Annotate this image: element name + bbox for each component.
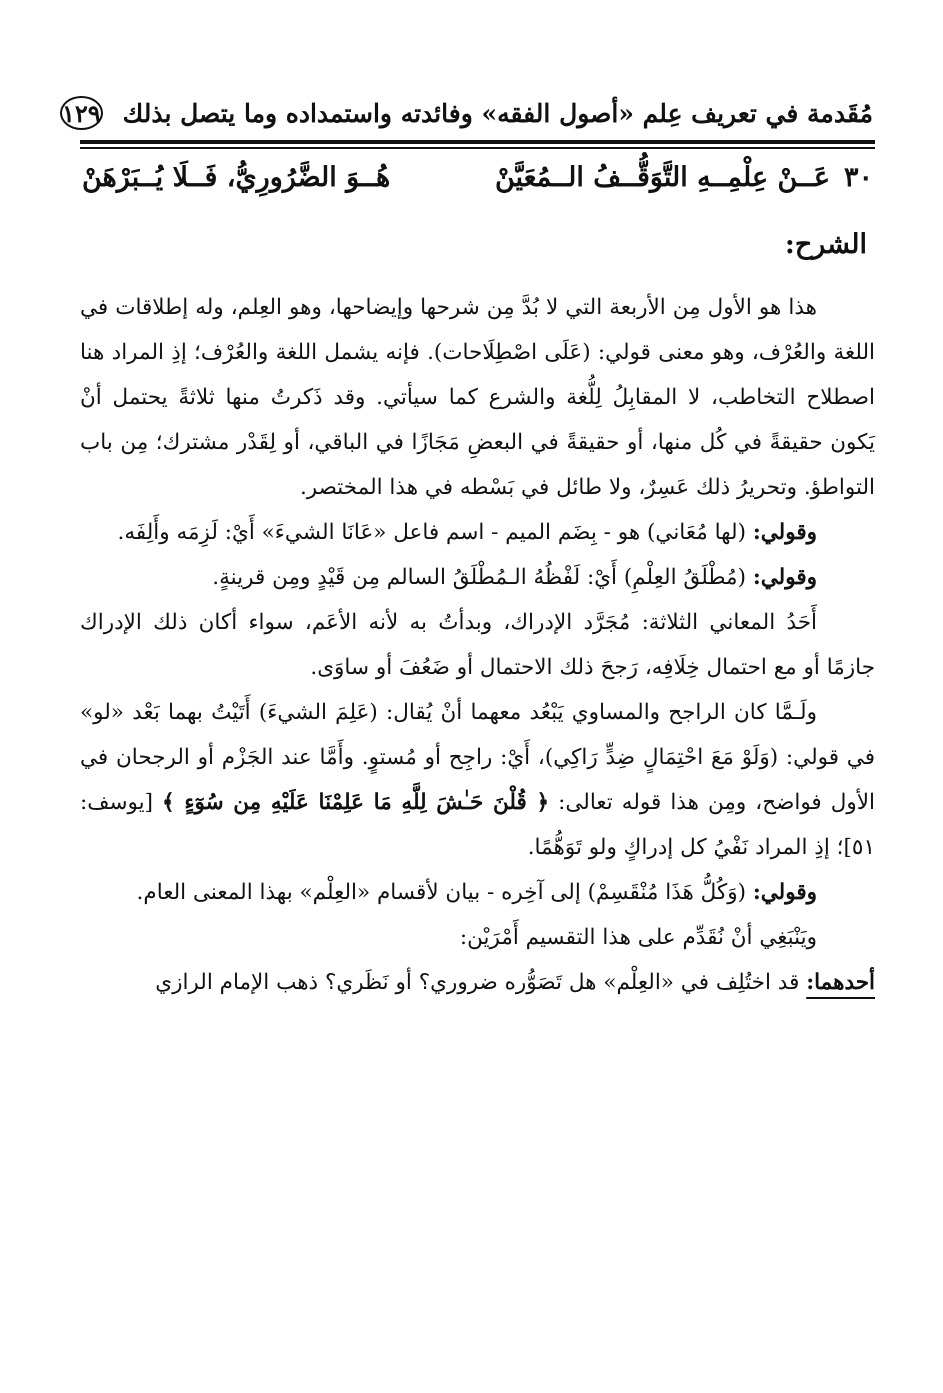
paragraph-text: أَحَدُ المعاني الثلاثة: مُجَرَّد الإدراك، وبدأتُ به لأنه الأعَم، سواء أكان ذلك الإدراك جازمًا أو مع احتمال خِلَافِه، رَجحَ ذلك الاحتمال أو ضَعُفَ أو ساوَى. bbox=[80, 609, 875, 680]
paragraph bbox=[80, 870, 875, 915]
paragraph bbox=[80, 285, 875, 510]
quran-quote: ﴿ قُلْنَ حَـٰشَ لِلَّهِ مَا عَلِمْنَا عَلَيْهِ مِن سُوٓءٍ ﴾ bbox=[162, 789, 550, 815]
paragraph-text: (وَكُلُّ هَذَا مُنْقَسِمْ) إلى آخِره - بيان لأقسام «العِلْم» بهذا المعنى العام. bbox=[136, 879, 753, 905]
paragraph bbox=[80, 960, 875, 1005]
paragraph-lead: وقولي: bbox=[752, 564, 817, 590]
paragraph-lead: وقولي: bbox=[752, 519, 817, 545]
paragraph-text: ولَـمَّا كان الراجح والمساوي يَبْعُد معهما أنْ يُقال: (عَلِمَ الشيءَ) أَتَيْتُ بهما بَعْد «لو» في قولي: (وَلَوْ مَعَ احْتِمَالٍ ضِدٍّ رَاكِي)، أَيْ: راجِح أو مُستوٍ. وأَمَّا عند الجَزْم أو الرجحان في الأول فواضح، ومِن هذا قوله تعالى: bbox=[80, 699, 876, 815]
running-header bbox=[61, 88, 875, 138]
paragraph bbox=[80, 510, 875, 555]
paragraph bbox=[80, 600, 875, 690]
header-rule-thick bbox=[80, 140, 875, 144]
paragraph bbox=[80, 690, 875, 870]
paragraph bbox=[80, 915, 875, 960]
paragraph-text: ويَنْبَغِي أنْ نُقَدِّم على هذا التقسيم أَمْرَيْن: bbox=[459, 924, 817, 950]
paragraph bbox=[80, 555, 875, 600]
paragraph-text: هذا هو الأول مِن الأربعة التي لا بُدَّ مِن شرحها وإيضاحها، وهو العِلم، وله إطلاقات في اللغة والعُرْف، وهو معنى قولي: (عَلَى اصْطِلَاحات). فإنه يشمل اللغة والعُرْف؛ إذِ المراد هنا اصطلاح التخاطب، لا المقابِلُ لِلُّغة والشرع كما سيأتي. وقد ذَكرتُ منها ثلاثةً يحتمل أنْ يَكون حقيقةً في كُل منها، أو حقيقةً في البعضِ مَجَازًا في الباقي، أو لِقَدْر مشترك؛ مِن باب التواطؤ. وتحريرُ ذلك عَسِرٌ، ولا طائل في بَسْطه في هذا المختصر. bbox=[80, 294, 875, 500]
paragraph-lead: وقولي: bbox=[752, 879, 817, 905]
header-title: مُقَدمة في تعريف عِلم «أصول الفقه» وفائدته واستمداده وما يتصل بذلك bbox=[122, 98, 873, 128]
poem-verse bbox=[80, 149, 875, 207]
paragraph-text: (لها مُعَاني) هو - بِضَم الميم - اسم فاعل «عَانَا الشيءَ» أَيْ: لَزِمَه وأَلِفَه. bbox=[117, 519, 753, 545]
page-number-badge: ١٢٩ bbox=[60, 96, 103, 130]
paragraph-text-after: [يوسف: ٥١]؛ إذِ المراد نَفْيُ كل إدراكٍ ولو تَوَهُّمًا. bbox=[80, 789, 875, 860]
verse-first-hemistich bbox=[495, 162, 873, 193]
commentary-body bbox=[80, 285, 875, 1005]
paragraph-lead: أحدهما: bbox=[806, 969, 875, 995]
book-page bbox=[61, 88, 876, 1005]
section-heading: الشرح: bbox=[784, 228, 867, 260]
verse-second-hemistich: هُــوَ الضَّرُورِيُّ، فَــلَا يُــبَرْهَنْ bbox=[82, 162, 391, 193]
verse-number: ٣٠ bbox=[843, 162, 873, 193]
paragraph-text: (مُطْلَقُ العِلْمِ) أَيْ: لَفْظُهُ الـمُطْلَقُ السالم مِن قَيْدٍ ومِن قرينةٍ. bbox=[212, 564, 753, 590]
paragraph-text: قد اختُلِف في «العِلْم» هل تَصَوُّره ضروري؟ أو نَظَري؟ ذهب الإمام الرازي bbox=[155, 969, 807, 995]
verse-first-text: عَــنْ عِلْمِــهِ التَّوَقُّــفُ الــمُعَيَّنْ bbox=[494, 162, 830, 193]
